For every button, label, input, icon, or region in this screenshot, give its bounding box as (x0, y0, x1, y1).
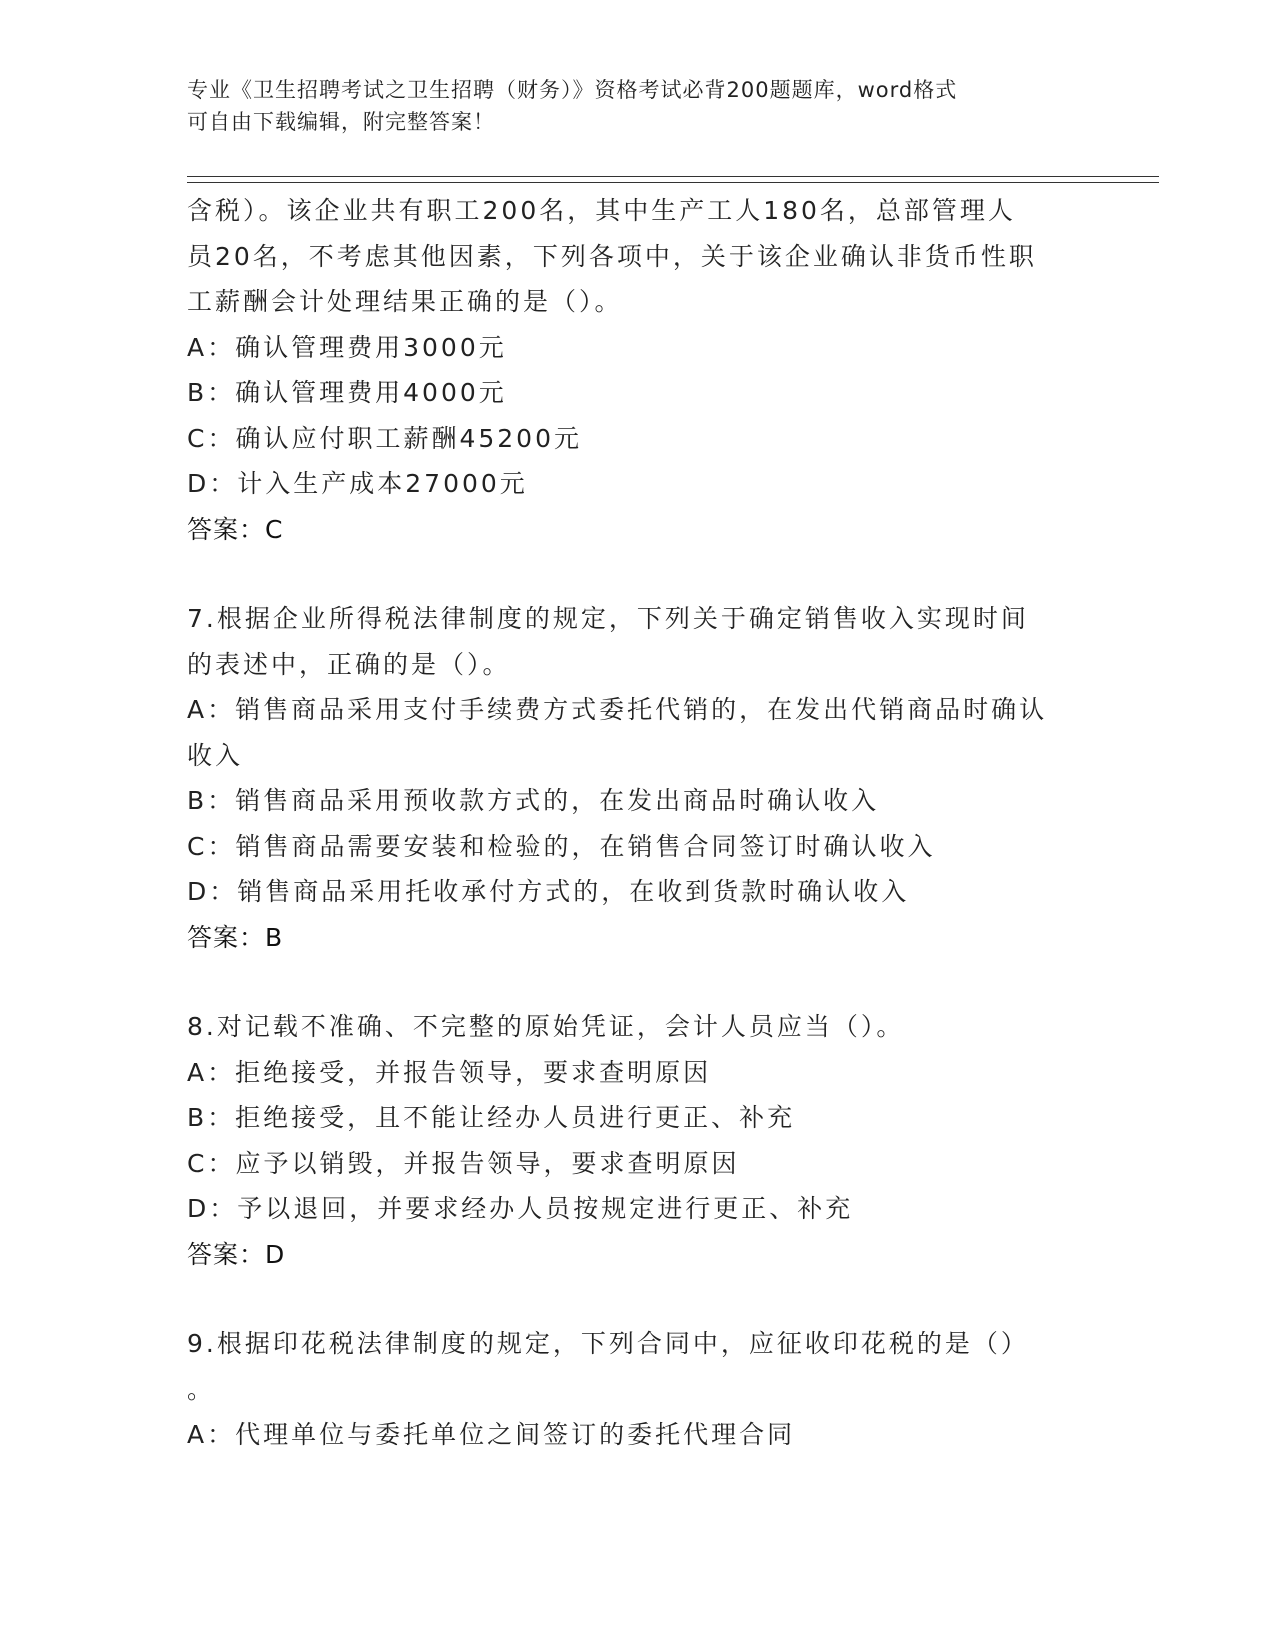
header-divider-top (187, 176, 1159, 177)
question-text-line: 7.根据企业所得税法律制度的规定，下列关于确定销售收入实现时间 (187, 604, 1029, 633)
answer-label: 答案：C (187, 514, 284, 544)
question-text-line: 工薪酬会计处理结果正确的是（）。 (187, 287, 623, 316)
spacer (187, 552, 1087, 596)
option-b: B：销售商品采用预收款方式的，在发出商品时确认收入 (187, 786, 880, 815)
option-a: A：销售商品采用支付手续费方式委托代销的，在发出代销商品时确认 (187, 695, 1048, 724)
question-text-line: 。 (187, 1374, 216, 1404)
document-body (187, 188, 1087, 1458)
question-text-line: 8.对记载不准确、不完整的原始凭证，会计人员应当（）。 (187, 1012, 905, 1041)
option-c: C：应予以销毁，并报告领导，要求查明原因 (187, 1148, 740, 1178)
header-title-line-1: 专业《卫生招聘考试之卫生招聘（财务）》资格考试必背200题题库，word格式 (187, 78, 958, 102)
option-d: D：销售商品采用托收承付方式的，在收到货款时确认收入 (187, 877, 910, 906)
spacer (187, 960, 1087, 1004)
question-8 (187, 1004, 1087, 1277)
option-a: A：代理单位与委托单位之间签订的委托代理合同 (187, 1420, 796, 1449)
option-d: D：计入生产成本27000元 (187, 469, 528, 498)
question-text-line: 9.根据印花税法律制度的规定，下列合同中，应征收印花税的是（） (187, 1329, 1029, 1358)
option-b: B：确认管理费用4000元 (187, 378, 507, 407)
header-divider-bottom (187, 182, 1159, 183)
option-a-continued: 收入 (187, 740, 244, 770)
question-text-line: 的表述中，正确的是（）。 (187, 649, 511, 679)
option-c: C：确认应付职工薪酬45200元 (187, 423, 582, 453)
option-a: A：拒绝接受，并报告领导，要求查明原因 (187, 1057, 712, 1087)
question-continuation (187, 188, 1087, 552)
header-title-line-2: 可自由下载编辑，附完整答案！ (187, 110, 495, 134)
option-c: C：销售商品需要安装和检验的，在销售合同签订时确认收入 (187, 831, 936, 861)
answer-label: 答案：B (187, 922, 284, 952)
option-b: B：拒绝接受，且不能让经办人员进行更正、补充 (187, 1103, 796, 1132)
question-7 (187, 596, 1087, 960)
question-9 (187, 1321, 1087, 1458)
document-header (187, 74, 1087, 138)
spacer (187, 1277, 1087, 1321)
question-text-line: 员20名，不考虑其他因素，下列各项中，关于该企业确认非货币性职 (187, 241, 1037, 271)
answer-label: 答案：D (187, 1239, 286, 1269)
question-text-line: 含税）。该企业共有职工200名，其中生产工人180名，总部管理人 (187, 196, 1016, 225)
option-a: A：确认管理费用3000元 (187, 332, 507, 362)
option-d: D：予以退回，并要求经办人员按规定进行更正、补充 (187, 1194, 854, 1223)
